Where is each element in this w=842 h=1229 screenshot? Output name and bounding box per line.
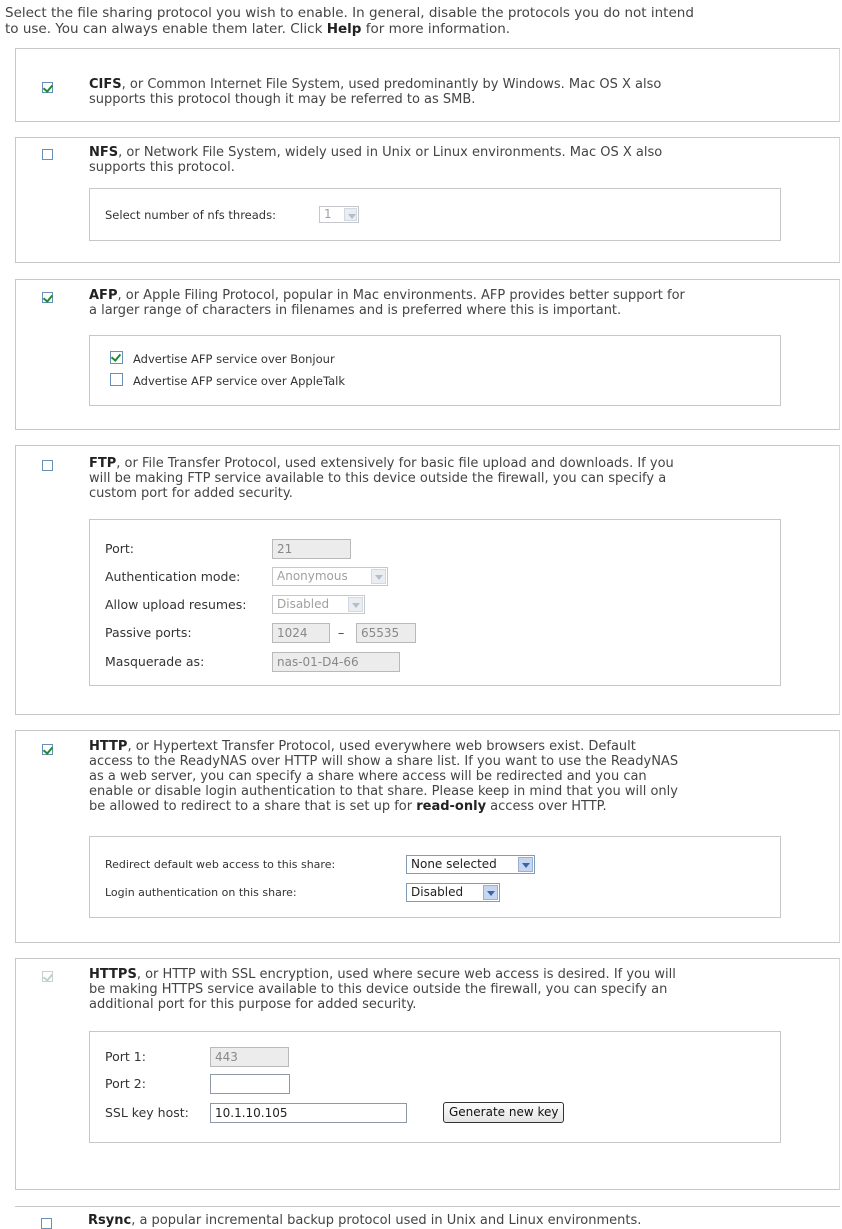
check-icon [43,971,53,982]
afp-bonjour-checkbox[interactable] [110,351,123,364]
ftp-auth-label: Authentication mode: [105,569,241,584]
http-redirect-select[interactable]: None selected [406,855,535,874]
rsync-description: Rsync, a popular incremental backup protocol used in Unix and Linux environments. [88,1213,642,1228]
ftp-panel [15,445,840,715]
ftp-name: FTP [89,456,117,471]
http-name: HTTP [89,739,128,754]
chevron-down-icon [518,857,533,872]
ftp-masquerade-label: Masquerade as: [105,654,205,669]
http-panel [15,730,840,943]
http-login-label: Login authentication on this share: [105,886,297,899]
ftp-options-box [89,519,781,686]
nfs-name: NFS [89,145,119,160]
nfs-checkbox[interactable] [42,149,53,160]
nfs-panel [15,137,840,263]
afp-options-box [89,335,781,406]
cifs-panel [15,48,840,122]
cifs-name: CIFS [89,77,122,92]
intro-text [5,5,830,37]
https-port1-input[interactable] [210,1047,289,1067]
rsync-name: Rsync [88,1213,132,1228]
intro-line-1: Select the file sharing protocol you wish to enable. In general, disable the protocols you do not intend [5,5,694,21]
https-ssl-host-input[interactable] [210,1103,407,1123]
chevron-down-icon [371,569,386,584]
https-port2-input[interactable] [210,1074,290,1094]
ftp-passive-to-input[interactable] [356,623,416,643]
https-port2-label: Port 2: [105,1076,146,1091]
check-icon [111,351,121,362]
afp-appletalk-checkbox[interactable] [110,373,123,386]
afp-panel [15,279,840,430]
chevron-down-icon [344,208,357,221]
afp-name: AFP [89,288,118,303]
ftp-auth-select[interactable]: Anonymous [272,567,388,586]
chevron-down-icon [483,885,498,900]
nfs-threads-select[interactable]: 1 [319,206,359,223]
chevron-down-icon [348,597,363,612]
afp-bonjour-label: Advertise AFP service over Bonjour [133,352,335,366]
http-redirect-label: Redirect default web access to this share: [105,858,336,871]
nfs-threads-label: Select number of nfs threads: [105,208,276,222]
https-port1-label: Port 1: [105,1049,146,1064]
https-checkbox[interactable] [42,971,53,982]
https-name: HTTPS [89,967,137,982]
http-options-box [89,836,781,918]
ftp-checkbox[interactable] [42,460,53,471]
https-options-box [89,1031,781,1143]
ftp-port-label: Port: [105,541,134,556]
ftp-passive-label: Passive ports: [105,625,192,640]
ftp-resume-select[interactable]: Disabled [272,595,365,614]
help-keyword: Help [326,21,362,37]
ftp-description: FTP, or File Transfer Protocol, used extensively for basic file upload and downloads. If you will be making FTP service available to this device outside the firewall, you can specify a custom port for added security. [89,456,674,501]
afp-description: AFP, or Apple Filing Protocol, popular in Mac environments. AFP provides better support for a larger range of characters in filenames and is preferred where this is important. [89,288,685,318]
http-checkbox[interactable] [42,744,53,755]
https-ssl-label: SSL key host: [105,1105,189,1120]
ftp-port-input[interactable] [272,539,351,559]
cifs-checkbox[interactable] [42,82,53,93]
http-description: HTTP, or Hypertext Transfer Protocol, used everywhere web browsers exist. Default access to the ReadyNAS over HTTP will show a share list. If you want to use the ReadyNAS as a web server, you can specify a share where access will be redirected and you can enable or disable login authentication to that share. Please keep in mind that you will only be allowed to redirect to a share that is set up for read-only access over HTTP. [89,739,679,814]
afp-appletalk-label: Advertise AFP service over AppleTalk [133,374,345,388]
afp-checkbox[interactable] [42,292,53,303]
https-panel [15,958,840,1190]
check-icon [43,292,53,303]
ftp-passive-from-input[interactable] [272,623,330,643]
check-icon [43,744,53,755]
rsync-checkbox[interactable] [41,1218,52,1229]
read-only-keyword: read-only [416,799,487,814]
check-icon [43,82,53,93]
nfs-options-box [89,188,781,241]
cifs-description: CIFS, or Common Internet File System, used predominantly by Windows. Mac OS X also supports this protocol though it may be referred to as SMB. [89,77,662,107]
http-login-select[interactable]: Disabled [406,883,500,902]
https-description: HTTPS, or HTTP with SSL encryption, used where secure web access is desired. If you will be making HTTPS service available to this device outside the firewall, you can specify an additional port for this purpose for added security. [89,967,676,1012]
rsync-panel-border [15,1206,840,1207]
ftp-masquerade-input[interactable] [272,652,400,672]
generate-new-key-button[interactable]: Generate new key [443,1102,564,1123]
ftp-resume-label: Allow upload resumes: [105,597,247,612]
intro-line-2: to use. You can always enable them later. Click Help for more information. [5,21,511,37]
ftp-passive-separator: – [338,625,345,640]
nfs-description: NFS, or Network File System, widely used in Unix or Linux environments. Mac OS X also supports this protocol. [89,145,663,175]
